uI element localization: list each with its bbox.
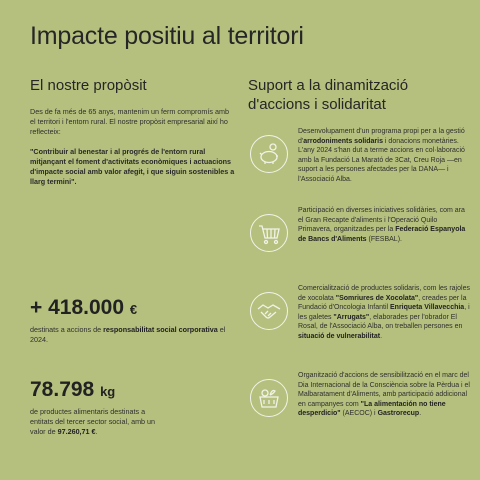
action-item-donations [248,127,470,199]
stat-unit: € [129,302,138,317]
action-text-run: Comercialització de productes solidaris, com les rajoles de xocolata [298,285,470,302]
action-text-run: , creades per la Fundació d'Oncologia Infantil [298,294,467,312]
piggy-bank-icon [250,135,288,173]
action-text-bold: arrodoniments solidaris [303,137,383,145]
stat-description: de productes alimentaris destinats a entitats del tercer sector social, amb un valor de 97.260,71 €. [30,407,156,436]
stat-food-donated [30,378,230,437]
purpose-heading: El nostre propòsit [30,77,147,94]
action-text-run: . [380,332,383,340]
action-text-bold: "La alimentación no tiene desperdicio" [298,400,446,418]
action-text-bold: situació de vulnerabilitat [298,332,381,340]
stat-unit: kg [100,384,116,399]
stat-value: + 418.000 € [30,296,138,319]
stat-rsc-investment [30,296,230,345]
action-text-run: (AECOC) i [340,410,378,418]
action-item-awareness [248,371,470,443]
action-text-run: Desenvolupament d'un programa propi per a la gestió d' [298,128,465,145]
action-text-bold: "Arrugats" [333,313,370,321]
action-text-run: , elaborades per l'obrador El Rosal, de l'Associació Alba, on treballen persones en [298,313,463,331]
handshake-icon [250,292,288,330]
purpose-section [30,76,235,187]
action-text-bold: Gastrorecup [377,410,420,418]
food-box-icon [250,379,288,417]
stat-value: 78.798 kg [30,378,116,401]
stat-description: destinats a accions de responsabilitat social corporativa el 2024. [30,325,226,344]
page-title: Impacte positiu al territori [30,22,304,50]
action-text-run: Participació en diverses iniciatives solidàries, com ara el Gran Recapte d'aliments i l'Operació Quilo Primavera, organitzades per la [298,207,465,234]
action-text [298,127,470,185]
purpose-intro: Des de fa més de 65 anys, mantenim un ferm compromís amb el territori i l'entorn rural. El nostre propòsit empresarial així ho reflecteix: [30,107,229,136]
action-text [298,206,470,244]
action-text-run: i donacions monetàries. L'any 2024 s'han dut a terme accions en col·laboració amb la Fundació La Marató de 3Cat, Creu Roja —en suport a les persones afectades per la DANA— i l'Associació Alba. [298,137,465,183]
action-item-solidarity-products [248,284,470,356]
action-text-run: (FESBAL). [366,235,402,243]
solidarity-heading: Suport a la dinamització d'accions i solidaritat [248,77,409,113]
action-text-bold: Federació Espanyola de Bancs d'Aliments [298,226,466,243]
solidarity-section [248,76,468,114]
action-text [298,371,470,419]
action-text-run: , i les galetes [298,304,470,321]
purpose-quote: "Contribuir al benestar i al progrés de l'entorn rural mitjançant el foment d'activitats econòmiques i actuacions d'impacte social amb valor afegit, i que siguin sostenibles a llarg termini". [30,147,235,186]
action-text [298,284,470,342]
action-text-run: . [419,410,422,418]
action-text-run: Organització d'accions de sensibilització en el marc del Dia Internacional de la Consciència sobre la Pèrdua i el Malbaratament d'Aliments, amb participació addicional en campanyes com [298,372,470,408]
action-text-bold: "Somriures de Xocolata" [335,294,419,302]
shopping-cart-icon [250,214,288,252]
action-text-bold: Enriqueta Villavecchia [390,304,465,312]
action-item-food-bank [248,206,470,278]
